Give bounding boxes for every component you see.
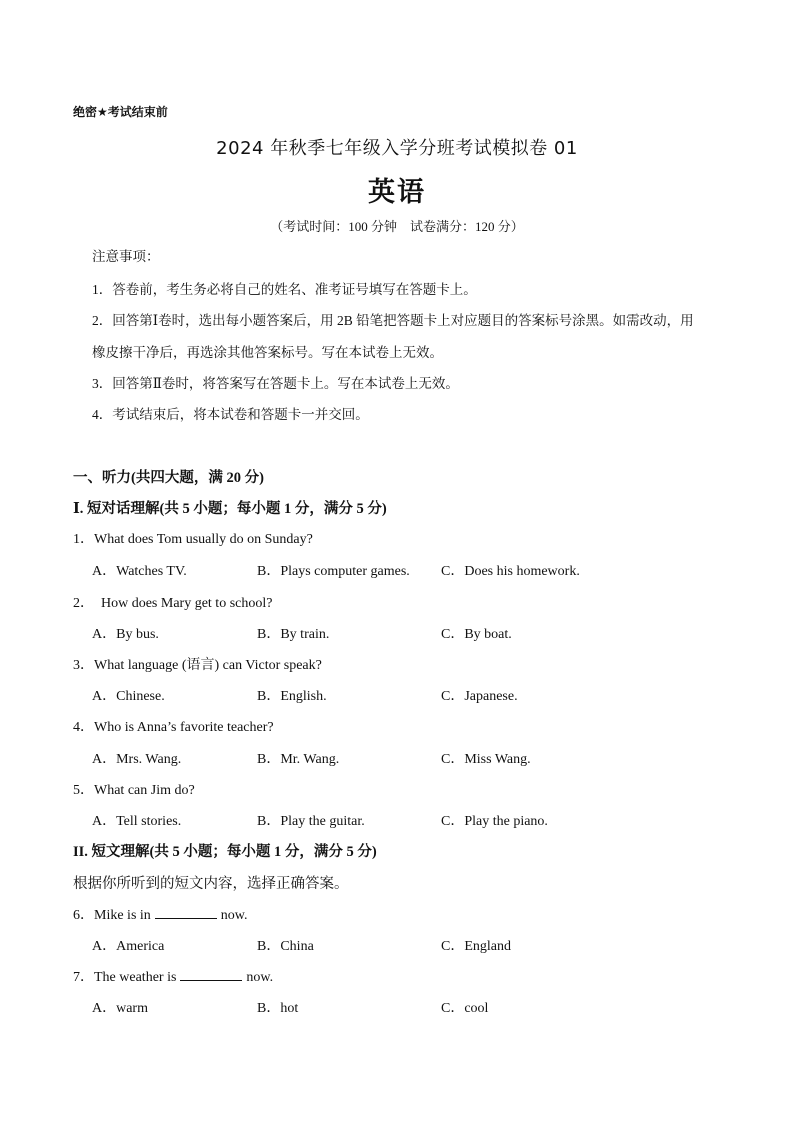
question-text: Who is Anna’s favorite teacher? bbox=[94, 720, 274, 735]
notes-item-1: 1．答卷前，考生务必将自己的姓名、准考证号填写在答题卡上。 bbox=[92, 282, 477, 297]
question-number: 7． bbox=[73, 970, 94, 985]
option-a: A．Watches TV. bbox=[92, 564, 187, 579]
option-b: B．Mr. Wang. bbox=[257, 752, 340, 767]
question-number: 5． bbox=[73, 783, 94, 798]
notes-item-2-cont: 橡皮擦干净后，再选涂其他答案标号。写在本试卷上无效。 bbox=[92, 345, 443, 360]
option-c: C．Miss Wang. bbox=[441, 752, 531, 767]
question-text: Mike is in bbox=[94, 908, 151, 923]
option-b: B．hot bbox=[257, 1001, 299, 1016]
section1-heading: Ⅰ. 短对话理解(共 5 小题；每小题 1 分，满分 5 分) bbox=[73, 501, 387, 517]
question-text-end: now. bbox=[246, 970, 274, 985]
question-3 bbox=[73, 654, 322, 674]
question-text: What can Jim do? bbox=[94, 783, 195, 798]
question-2 bbox=[73, 592, 272, 612]
option-c: C．cool bbox=[441, 1001, 489, 1016]
option-b: B．Play the guitar. bbox=[257, 814, 365, 829]
answer-blank bbox=[155, 907, 217, 919]
confidential-label: 绝密★考试结束前 bbox=[73, 105, 168, 119]
question-4 bbox=[73, 716, 274, 736]
option-a: A．By bus. bbox=[92, 627, 159, 642]
question-7 bbox=[73, 966, 273, 986]
question-5 bbox=[73, 779, 195, 799]
option-a: A．Chinese. bbox=[92, 689, 165, 704]
question-1 bbox=[73, 528, 313, 548]
option-a: A．America bbox=[92, 939, 165, 954]
subject-title: 英语 bbox=[368, 177, 426, 208]
part1-heading: 一、听力(共四大题，满 20 分) bbox=[73, 470, 264, 486]
option-a: A．warm bbox=[92, 1001, 148, 1016]
exam-info: （考试时间：100 分钟 试卷满分：120 分） bbox=[270, 219, 524, 234]
notes-item-2: 2．回答第Ⅰ卷时，选出每小题答案后，用 2B 铅笔把答题卡上对应题目的答案标号涂黑。如需改动，用 bbox=[92, 313, 694, 328]
exam-title: 2024 年秋季七年级入学分班考试模拟卷 01 bbox=[216, 138, 578, 159]
question-number: 2． bbox=[73, 596, 94, 611]
notes-heading: 注意事项： bbox=[92, 249, 160, 264]
question-number: 4． bbox=[73, 720, 94, 735]
notes-item-4: 4．考试结束后，将本试卷和答题卡一并交回。 bbox=[92, 407, 369, 422]
option-c: C．Does his homework. bbox=[441, 564, 580, 579]
option-c: C．Play the piano. bbox=[441, 814, 548, 829]
option-c: C．By boat. bbox=[441, 627, 512, 642]
option-b: B．China bbox=[257, 939, 314, 954]
question-number: 1． bbox=[73, 532, 94, 547]
option-c: C．England bbox=[441, 939, 511, 954]
question-text: The weather is bbox=[94, 970, 177, 985]
question-number: 3． bbox=[73, 658, 94, 673]
section2-heading: II. 短文理解(共 5 小题；每小题 1 分，满分 5 分) bbox=[73, 844, 377, 860]
answer-blank bbox=[180, 969, 242, 981]
option-b: B．By train. bbox=[257, 627, 330, 642]
question-6 bbox=[73, 904, 247, 924]
question-text: What language (语言) can Victor speak? bbox=[94, 658, 322, 673]
option-a: A．Tell stories. bbox=[92, 814, 182, 829]
question-text: What does Tom usually do on Sunday? bbox=[94, 532, 313, 547]
question-text-end: now. bbox=[220, 908, 248, 923]
question-text: How does Mary get to school? bbox=[94, 596, 273, 611]
question-number: 6． bbox=[73, 908, 94, 923]
section2-instruction: 根据你所听到的短文内容，选择正确答案。 bbox=[73, 876, 349, 892]
option-c: C．Japanese. bbox=[441, 689, 518, 704]
option-b: B．Plays computer games. bbox=[257, 564, 410, 579]
option-b: B．English. bbox=[257, 689, 327, 704]
notes-item-3: 3．回答第Ⅱ卷时，将答案写在答题卡上。写在本试卷上无效。 bbox=[92, 376, 459, 391]
option-a: A．Mrs. Wang. bbox=[92, 752, 182, 767]
